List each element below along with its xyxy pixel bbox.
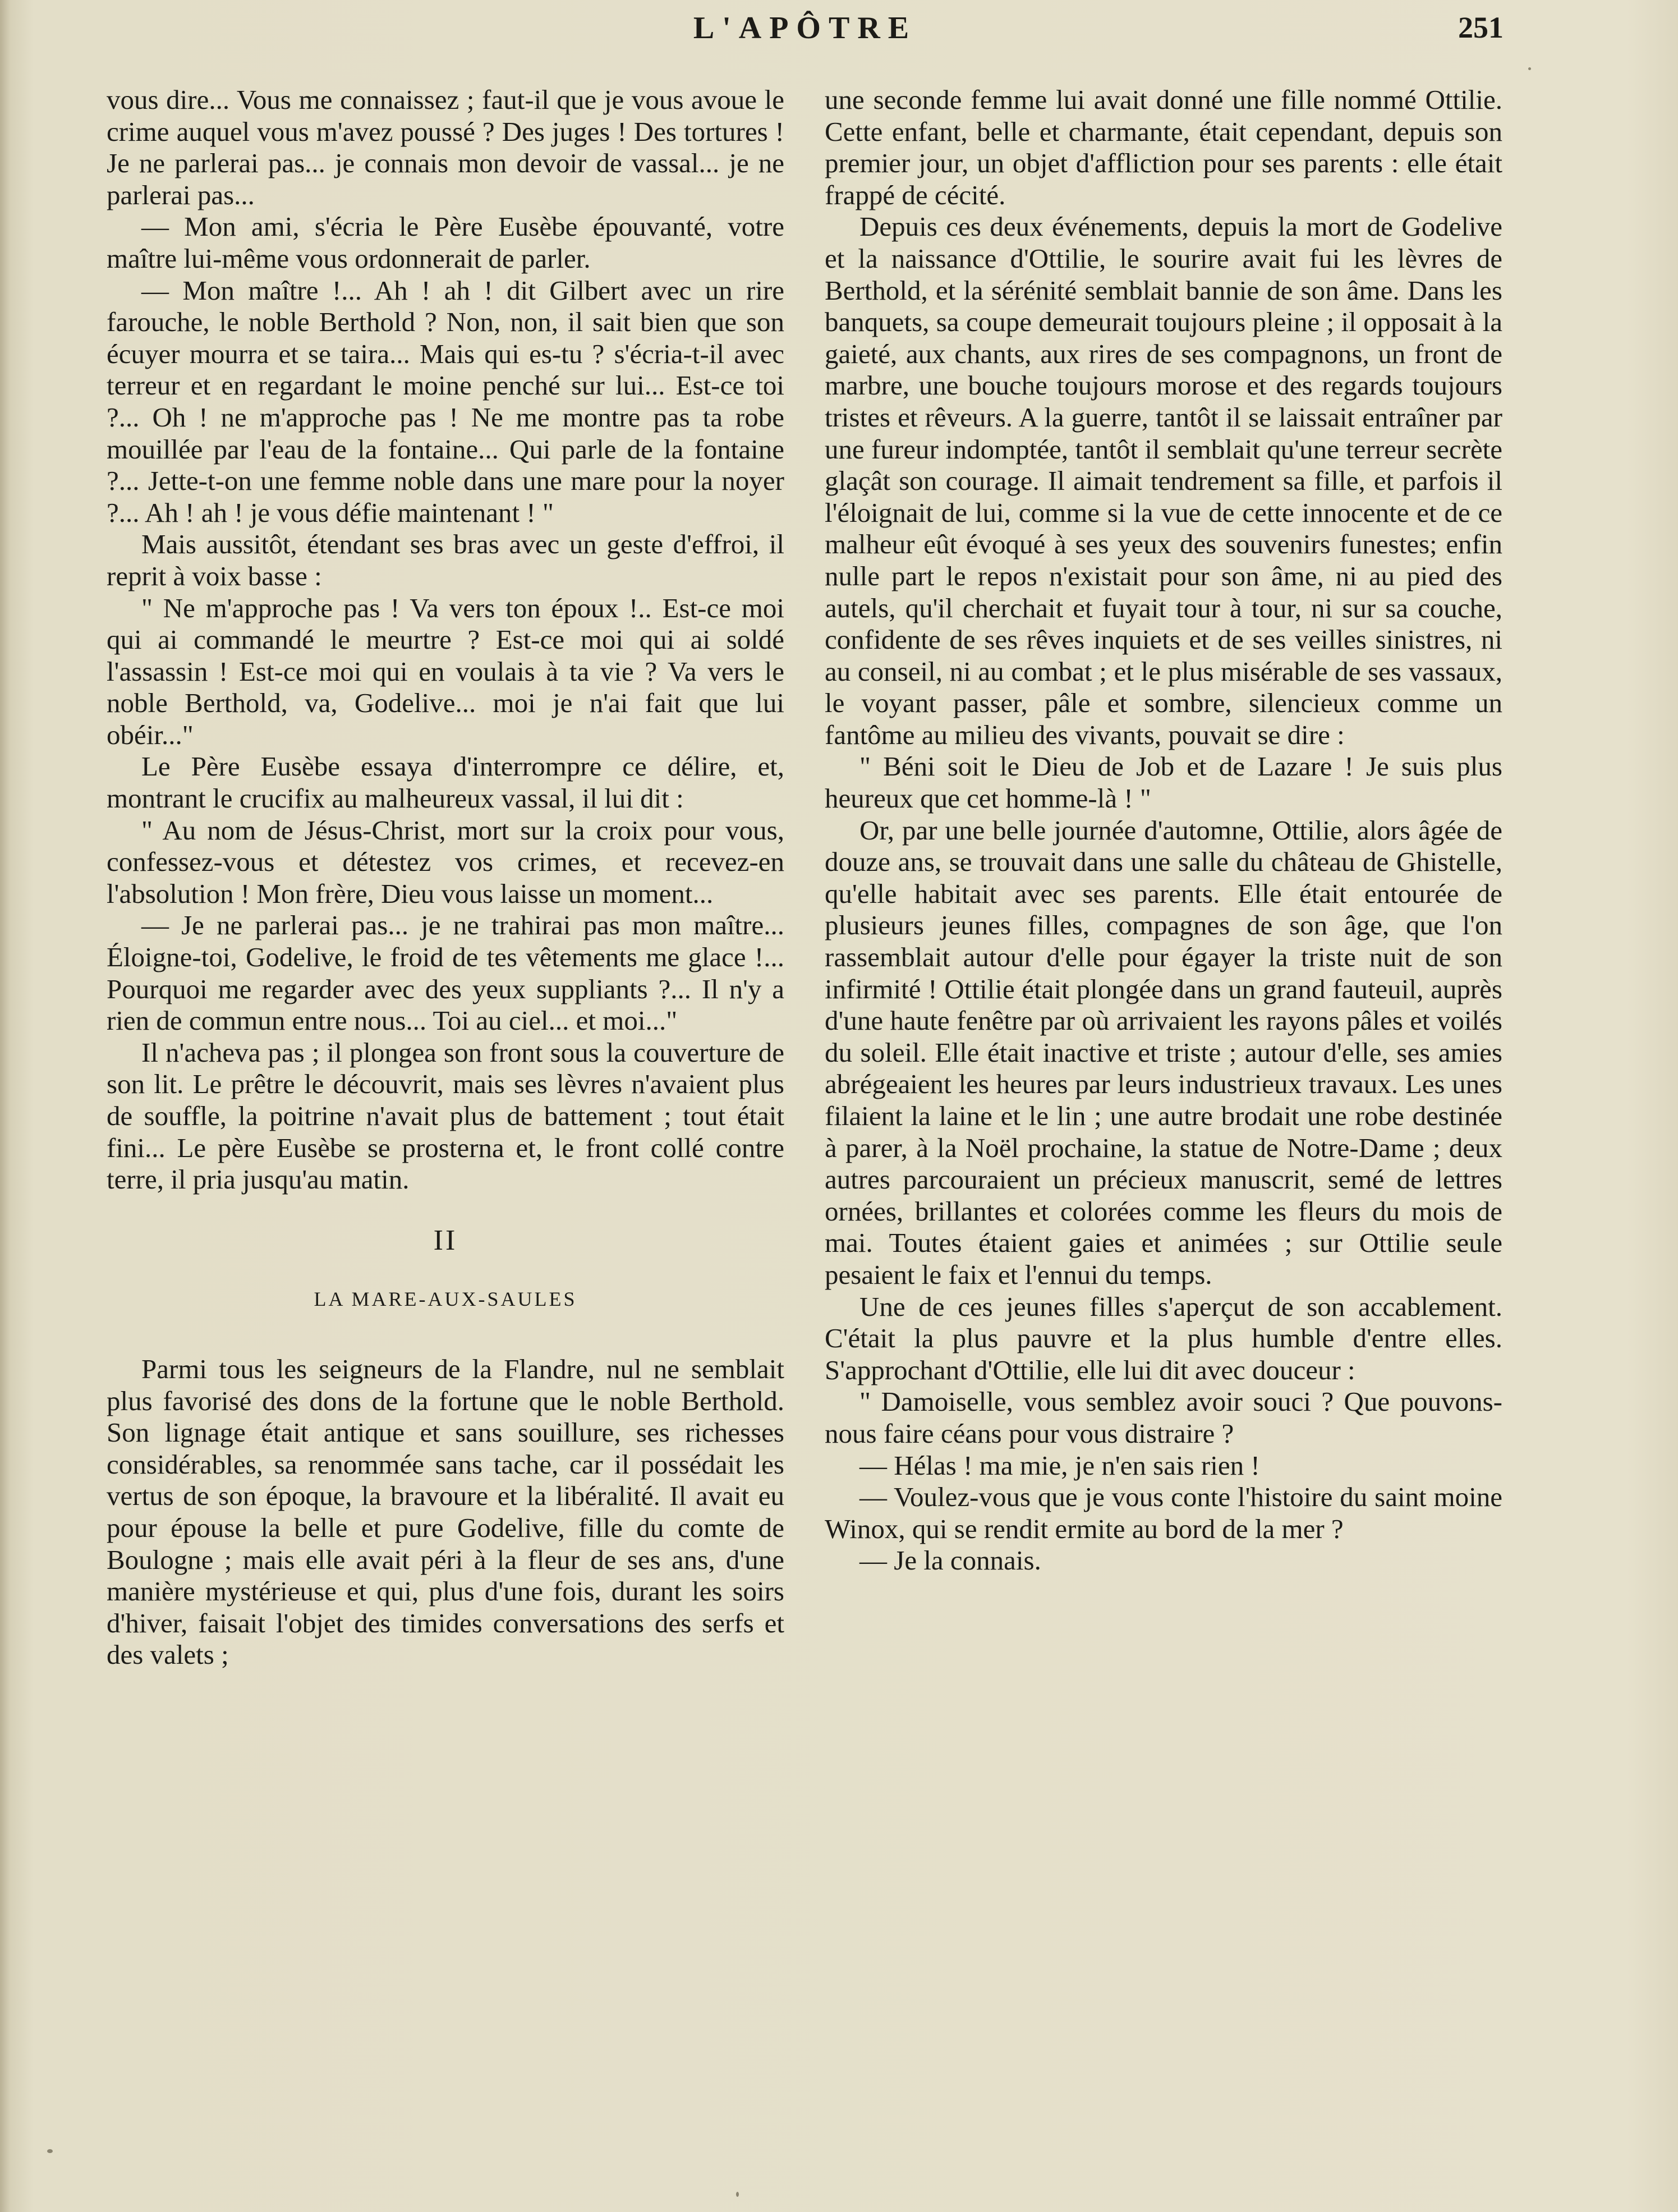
- right-column: [825, 84, 1502, 1577]
- paragraph: " Béni soit le Dieu de Job et de Lazare ! Je suis plus heureux que cet homme-là ! ": [825, 751, 1502, 814]
- paragraph: " Damoiselle, vous semblez avoir souci ? Que pouvons-nous faire céans pour vous distraire ?: [825, 1386, 1502, 1449]
- paragraph: Parmi tous les seigneurs de la Flandre, nul ne semblait plus favorisé des dons de la fortune que le noble Berthold. Son lignage était antique et sans souillure, ses richesses considérables, sa renommée sans tache, car il possédait les vertus de son époque, la bravoure et la libéralité. Il avait eu pour épouse la belle et pure Godelive, fille du comte de Boulogne ; mais elle avait péri à la fleur de ses ans, d'une manière mystérieuse et qui, plus d'une fois, durant les soirs d'hiver, faisait l'objet des timides conversations des serfs et des valets ;: [107, 1353, 784, 1671]
- paragraph: " Au nom de Jésus-Christ, mort sur la croix pour vous, confessez-vous et détestez vos crimes, et recevez-en l'absolution ! Mon frère, Dieu vous laisse un moment...: [107, 814, 784, 909]
- section-number: II: [433, 1224, 458, 1256]
- paragraph: — Voulez-vous que je vous conte l'histoire du saint moine Winox, qui se rendit ermite au bord de la mer ?: [825, 1481, 1502, 1544]
- page-number: 251: [1458, 11, 1504, 44]
- paper-speck: [1528, 67, 1531, 70]
- left-column: [107, 84, 784, 1671]
- paragraph: vous dire... Vous me connaissez ; faut-il que je vous avoue le crime auquel vous m'avez poussé ? Des juges ! Des tortures ! Je ne parlerai pas... je connais mon devoir de vassal... je ne parlerai pas...: [107, 84, 784, 210]
- running-title: L'APÔTRE: [693, 11, 917, 45]
- paragraph: Or, par une belle journée d'automne, Ottilie, alors âgée de douze ans, se trouvait dans une salle du château de Ghistelle, qu'elle habitait avec ses parents. Elle était entourée de plusieurs jeunes filles, compagnes de son âge, que l'on rassemblait autour d'elle pour égayer la triste nuit de son infirmité ! Ottilie était plongée dans un grand fauteuil, auprès d'une haute fenêtre par où arrivaient les rayons pâles et voilés du soleil. Elle était inactive et triste ; autour d'elle, ses amies abrégeaient les heures par leurs industrieux travaux. Les unes filaient la laine et le lin ; une autre brodait une robe destinée à parer, à la Noël prochaine, la statue de Notre-Dame ; deux autres parcouraient un précieux manuscrit, semé de lettres ornées, brillantes et colorées comme les fleurs du mois de mai. Toutes étaient gaies et animées ; sur Ottilie seule pesaient le faix et l'ennui du temps.: [825, 814, 1502, 1290]
- paragraph: Il n'acheva pas ; il plongea son front sous la couverture de son lit. Le prêtre le découvrit, mais ses lèvres n'avaient plus de souffle, la poitrine n'avait plus de battement ; tout était fini... Le père Eusèbe se prosterna et, le front collé contre terre, il pria jusqu'au matin.: [107, 1036, 784, 1195]
- section-title: LA MARE-AUX-SAULES: [314, 1288, 577, 1311]
- paragraph: Une de ces jeunes filles s'aperçut de son accablement. C'était la plus pauvre et la plus humble d'entre elles. S'approchant d'Ottilie, elle lui dit avec douceur :: [825, 1291, 1502, 1385]
- paper-speck: [47, 2149, 53, 2153]
- paragraph: — Hélas ! ma mie, je n'en sais rien !: [859, 1449, 1260, 1481]
- paragraph: — Mon ami, s'écria le Père Eusèbe épouvanté, votre maître lui-même vous ordonnerait de parler.: [107, 211, 784, 274]
- paragraph: — Mon maître !... Ah ! ah ! dit Gilbert avec un rire farouche, le noble Berthold ? Non, non, il sait bien que son écuyer mourra et se taira... Mais qui es-tu ? s'écria-t-il avec terreur et en regardant le moine penché sur lui... Est-ce toi ?... Oh ! ne m'approche pas ! Ne me montre pas ta robe mouillée par l'eau de la fontaine... Qui parle de la fontaine ?... Jette-t-on une femme noble dans une mare pour la noyer ?... Ah ! ah ! je vous défie maintenant ! ": [107, 274, 784, 528]
- running-head: [107, 10, 1504, 61]
- paragraph: une seconde femme lui avait donné une fille nommé Ottilie. Cette enfant, belle et charmante, était cependant, depuis son premier jour, un objet d'affliction pour ses parents : elle était frappé de cécité.: [825, 84, 1502, 210]
- paragraph: Le Père Eusèbe essaya d'interrompre ce délire, et, montrant le crucifix au malheureux vassal, il lui dit :: [107, 751, 784, 814]
- paragraph: Mais aussitôt, étendant ses bras avec un geste d'effroi, il reprit à voix basse :: [107, 529, 784, 591]
- paragraph: Depuis ces deux événements, depuis la mort de Godelive et la naissance d'Ottilie, le sourire avait fui les lèvres de Berthold, et la sérénité semblait bannie de son âme. Dans les banquets, sa coupe demeurait toujours pleine ; il opposait à la gaieté, aux chants, aux rires de ses compagnons, un front de marbre, une bouche toujours morose et des regards toujours tristes et rêveurs. A la guerre, tantôt il se laissait entraîner par une fureur indomptée, tantôt il semblait qu'une terreur secrète glaçât son courage. Il aimait tendrement sa fille, et parfois il l'éloignait de lui, comme si la vue de cette innocente et de ce malheur eût évoqué à ses yeux des souvenirs funestes; enfin nulle part le repos n'existait pour son âme, ni au pied des autels, qu'il cherchait et fuyait tour à tour, ni sur sa couche, confidente de ses rêves inquiets et de ses veilles sinistres, ni au conseil, ni au combat ; et le plus misérable de ses vassaux, le voyant passer, pâle et sombre, silencieux comme un fantôme au milieu des vivants, pouvait se dire :: [825, 211, 1502, 750]
- paragraph: — Je la connais.: [859, 1545, 1041, 1576]
- paragraph: — Je ne parlerai pas... je ne trahirai pas mon maître... Éloigne-toi, Godelive, le froid de tes vêtements me glace !... Pourquoi me regarder avec des yeux suppliants ?... Il n'y a rien de commun entre nous... Toi au ciel... et moi...": [107, 910, 784, 1036]
- paragraph: " Ne m'approche pas ! Va vers ton époux !.. Est-ce moi qui ai commandé le meurtre ? Est-ce moi qui ai soldé l'assassin ! Est-ce moi qui en voulais à ta vie ? Va vers le noble Berthold, va, Godelive... moi je n'ai fait que lui obéir...": [107, 592, 784, 750]
- paper-speck: [736, 2192, 739, 2197]
